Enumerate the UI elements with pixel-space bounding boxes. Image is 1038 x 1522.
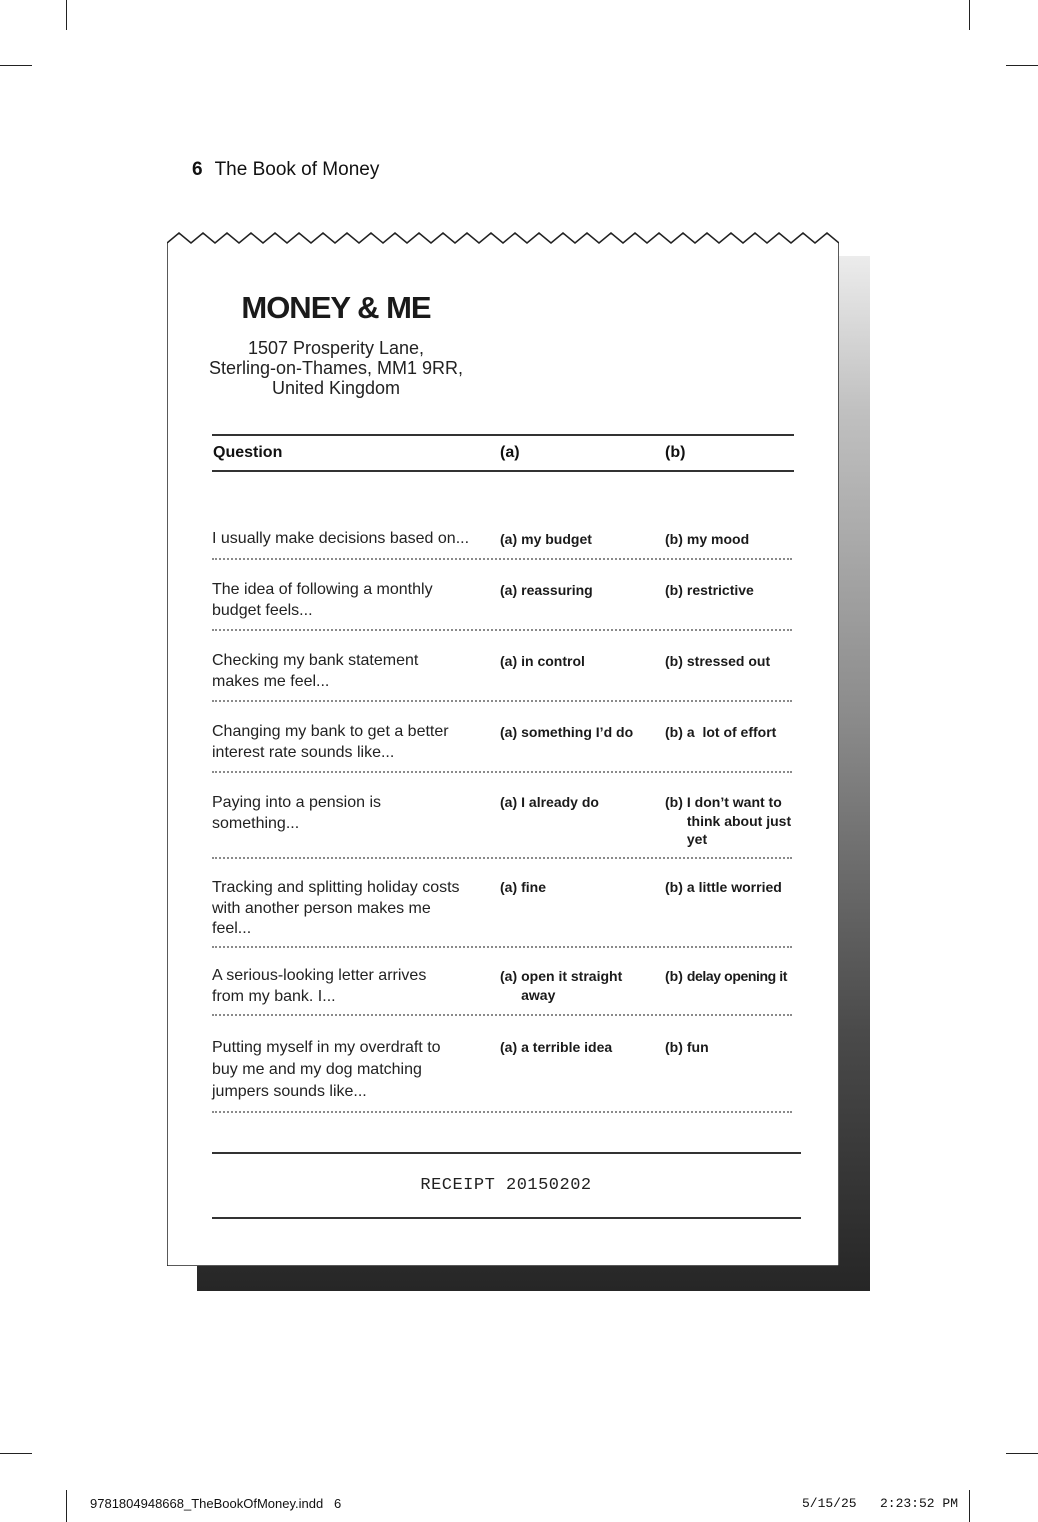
answer-a-text: in control	[521, 653, 585, 669]
crop-mark	[1006, 1453, 1038, 1454]
footer-top-rule	[212, 1152, 801, 1154]
footer-bottom-rule	[212, 1217, 801, 1219]
answer-b	[665, 652, 805, 671]
answer-a	[500, 581, 660, 600]
row-divider	[212, 1111, 792, 1113]
crop-mark	[66, 0, 67, 30]
receipt-number: RECEIPT 20150202	[420, 1176, 592, 1195]
crop-mark	[1006, 65, 1038, 66]
answer-b	[665, 878, 805, 897]
crop-mark	[0, 1453, 32, 1454]
answer-b-key: (b)	[665, 582, 683, 598]
answer-b-text: a little worried	[686, 879, 782, 895]
answer-b-text: fun	[686, 1039, 709, 1055]
question-text: Tracking and splitting holiday costs with another person makes me feel...	[212, 879, 460, 937]
crop-mark	[0, 65, 32, 66]
answer-b-text: restrictive	[686, 582, 754, 598]
row-divider	[212, 629, 792, 631]
answer-b-key: (b)	[665, 879, 683, 895]
question-text: Checking my bank statement makes me feel...	[212, 652, 419, 690]
crop-mark	[969, 0, 970, 30]
answer-b	[665, 967, 810, 986]
answer-b-key: (b)	[665, 653, 683, 669]
answer-a-text: open it straight away	[521, 968, 623, 1003]
answer-a	[500, 1038, 660, 1057]
answer-b-text: delay opening it	[686, 968, 788, 984]
answer-b-key: (b)	[665, 724, 683, 740]
row-divider	[212, 857, 792, 859]
answer-b-key: (b)	[665, 794, 683, 810]
slug-file-info: 9781804948668_TheBookOfMoney.indd 6	[90, 1496, 342, 1511]
row-divider	[212, 558, 792, 560]
header-b: (b)	[665, 444, 686, 461]
answer-a	[500, 878, 660, 897]
header-question: Question	[213, 444, 283, 461]
row-divider	[212, 1014, 792, 1016]
answer-a	[500, 530, 660, 549]
answer-a-text: a terrible idea	[521, 1039, 613, 1055]
answer-b-key: (b)	[665, 1039, 683, 1055]
answer-a-key: (a)	[500, 582, 518, 598]
receipt-title: MONEY & ME	[241, 290, 431, 325]
answer-a-key: (a)	[500, 724, 518, 740]
question-text: Changing my bank to get a better interest rate sounds like...	[212, 723, 449, 761]
answer-a-key: (a)	[500, 968, 518, 984]
answer-b-key: (b)	[665, 968, 683, 984]
question-text: Putting myself in my overdraft to buy me and my dog matching jumpers sounds like...	[212, 1039, 441, 1100]
answer-b-text: my mood	[686, 531, 750, 547]
answer-a-key: (a)	[500, 1039, 518, 1055]
row-divider	[212, 946, 792, 948]
question-text: Paying into a pension is something...	[212, 794, 381, 832]
answer-a-key: (a)	[500, 653, 518, 669]
header-top-rule	[212, 434, 794, 436]
answer-b	[665, 1038, 805, 1057]
answer-b-text: I don’t want to think about just yet	[686, 794, 792, 847]
address-line: 1507 Prosperity Lane,	[247, 338, 425, 358]
question-text: The idea of following a monthly budget feels...	[212, 581, 433, 619]
answer-a-key: (a)	[500, 794, 518, 810]
answer-a	[500, 723, 660, 742]
answer-a-text: my budget	[521, 531, 592, 547]
running-head	[192, 159, 379, 181]
answer-a-text: something I’d do	[521, 724, 634, 740]
header-a: (a)	[500, 444, 520, 461]
answer-b	[665, 581, 805, 600]
answer-b-key: (b)	[665, 531, 683, 547]
answer-b	[665, 723, 805, 742]
answer-a	[500, 793, 660, 812]
answer-b	[665, 530, 805, 549]
address-line: United Kingdom	[271, 378, 401, 398]
answer-a	[500, 967, 650, 1004]
answer-a-text: I already do	[521, 794, 599, 810]
crop-mark	[969, 1490, 970, 1522]
row-divider	[212, 700, 792, 702]
book-title: The Book of Money	[214, 159, 380, 180]
header-bottom-rule	[212, 470, 794, 472]
slug-timestamp: 5/15/25 2:23:52 PM	[801, 1496, 958, 1511]
answer-a	[500, 652, 660, 671]
crop-mark	[66, 1490, 67, 1522]
row-divider	[212, 771, 792, 773]
answer-b-text: a lot of effort	[686, 724, 777, 740]
answer-a-text: reassuring	[521, 582, 593, 598]
answer-a-key: (a)	[500, 531, 518, 547]
address-line: Sterling-on-Thames, MM1 9RR,	[208, 358, 464, 378]
page-number: 6	[192, 159, 203, 180]
question-text: A serious-looking letter arrives from my bank. I...	[212, 967, 427, 1005]
answer-b	[665, 793, 795, 849]
answer-b-text: stressed out	[686, 653, 771, 669]
answer-a-key: (a)	[500, 879, 518, 895]
question-text: I usually make decisions based on...	[212, 530, 470, 547]
answer-a-text: fine	[521, 879, 547, 895]
